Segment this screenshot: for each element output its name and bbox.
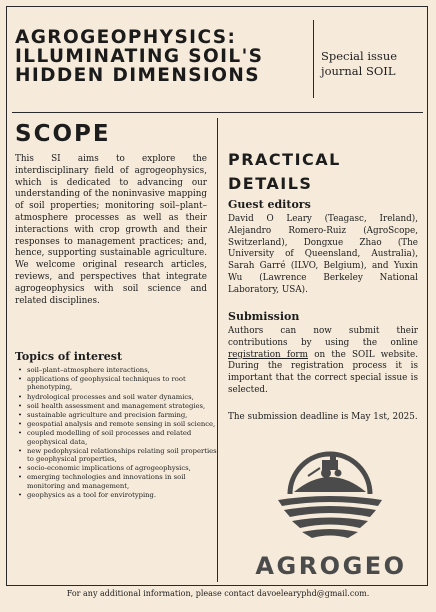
footer-contact: For any additional information, please contact davoelearyphd@gmail.com. — [66, 589, 370, 598]
page-title: AGROGEOPHYSICS: ILLUMINATING SOIL'S HIDDEN DIMENSIONS — [15, 27, 264, 86]
submission-heading: Submission — [228, 310, 300, 323]
guest-editors-heading: Guest editors — [228, 198, 311, 211]
submission-text-after: on the SOIL website. During the registration process it is important that the correct special issue is selected. — [228, 349, 418, 395]
scope-heading: SCOPE — [15, 121, 111, 147]
scope-text: This SI aims to explore the interdisciplinary field of agrogeophysics, which is dedicated to advancing our understanding of the noninvasive mapping of soil properties; monitoring soil–plant–atmosphere processes as well as their interactions with crop growth and their responses to management practices; and, hence, supporting sustainable agriculture. We welcome original research articles, reviews, and perspectives that integrate agrogeophysics with soil science and related disciplines. — [15, 154, 207, 306]
header-divider — [12, 112, 423, 113]
topic-item: • coupled modelling of soil processes and related geophysical data, — [27, 429, 221, 445]
header-vertical-divider — [313, 20, 314, 98]
topic-item: • sustainable agriculture and precision farming, — [27, 411, 221, 419]
topic-item: • socio-economic implications of agrogeophysics, — [27, 464, 221, 472]
topic-item: • geophysics as a tool for envirotyping. — [27, 491, 221, 499]
registration-form-link[interactable]: registration form — [228, 349, 308, 360]
topic-item: • emerging technologies and innovations in soil monitoring and management, — [27, 473, 221, 489]
topic-item: • geospatial analysis and remote sensing in soil science, — [27, 420, 221, 428]
practical-details-heading: PRACTICAL DETAILS — [228, 150, 341, 193]
special-issue-label: Special issue journal SOIL — [321, 49, 398, 78]
topics-list — [15, 366, 221, 500]
logo-wordmark: AGROGEO — [255, 552, 407, 580]
column-divider — [217, 118, 218, 582]
topics-heading: Topics of interest — [15, 350, 123, 363]
topic-item: • applications of geophysical techniques to root phenotyping, — [27, 375, 221, 391]
topic-item: • new pedophysical relationships relating soil properties to geophysical properties, — [27, 447, 221, 463]
submission-text — [228, 326, 418, 397]
submission-deadline: The submission deadline is May 1st, 2025. — [228, 412, 418, 422]
topic-item: • soil health assessment and management strategies, — [27, 402, 221, 410]
topic-item: • hydrological processes and soil water dynamics, — [27, 393, 221, 401]
submission-text-before: Authors can now submit their contributions by using the online — [228, 326, 418, 348]
guest-editors-text: David O Leary (Teagasc, Ireland), Alejandro Romero-Ruiz (AgroScope, Switzerland), Dongxue Zhao (The University of Queensland, Australia), Sarah Garré (ILVO, Belgium), and Yuxin Wu (Lawrence Berkeley National Laboratory, USA). — [228, 214, 418, 295]
topic-item: • soil–plant–atmosphere interactions, — [27, 366, 221, 374]
